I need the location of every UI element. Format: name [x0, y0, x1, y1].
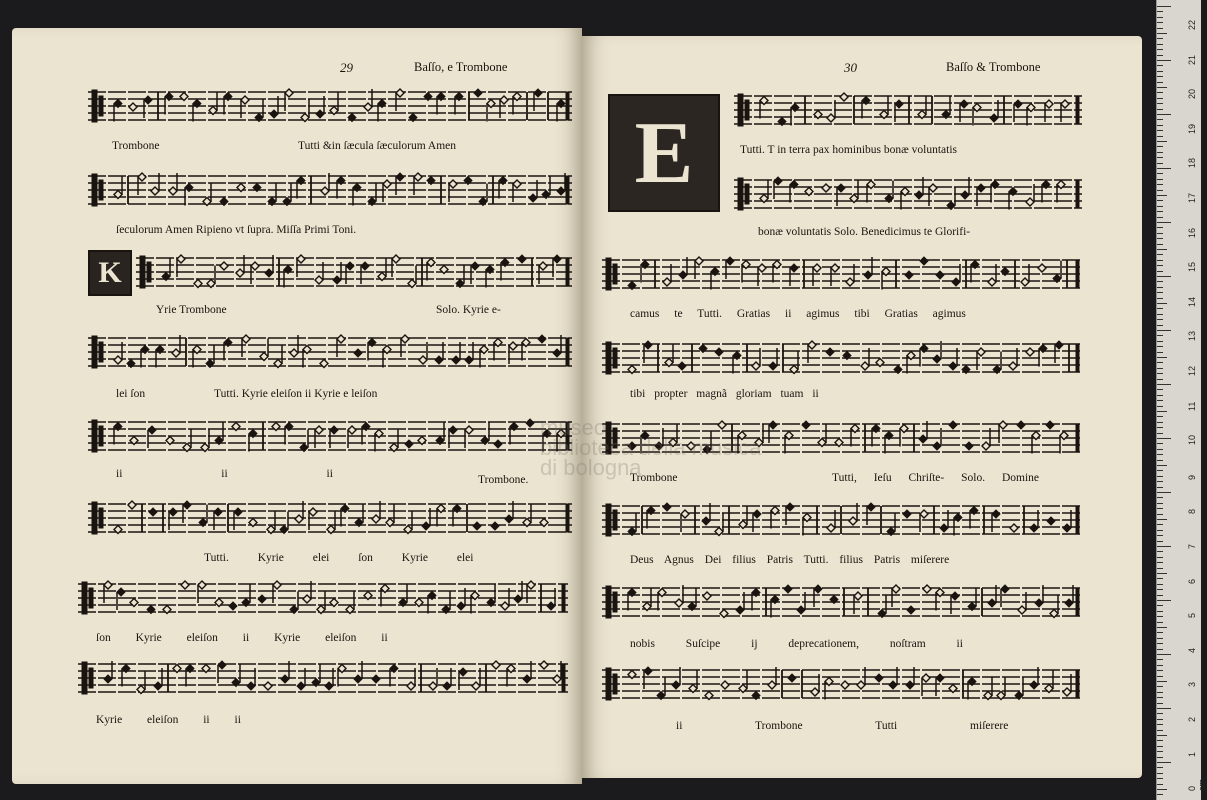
- initial-letter-e: E: [608, 94, 720, 212]
- lyric-right-1: Tutti. T in terra pax hominibus bonæ voluntatis: [740, 144, 958, 156]
- ruler-tick: [1157, 281, 1163, 282]
- ruler-tick: [1157, 55, 1163, 56]
- ruler-tick: [1157, 789, 1167, 790]
- ruler-tick: [1157, 541, 1163, 542]
- ruler-tick: [1157, 670, 1163, 671]
- ruler-tick: [1157, 497, 1163, 498]
- ruler-tick: [1157, 17, 1163, 18]
- ruler-label: 20: [1187, 89, 1197, 100]
- ruler-tick: [1157, 352, 1163, 353]
- ruler-tick: [1157, 697, 1163, 698]
- staff-left-7: [78, 576, 568, 624]
- lyric-left-2: ſeculorum Amen Ripieno vt ſupra. Miſſa Primi Toni.: [116, 224, 357, 236]
- ruler-tick: [1157, 98, 1163, 99]
- staff-left-2: [88, 168, 572, 216]
- ruler-tick: [1157, 200, 1163, 201]
- ruler-tick: [1157, 433, 1163, 434]
- ruler-label: 19: [1187, 123, 1197, 134]
- ruler-tick: [1157, 605, 1163, 606]
- ruler-tick: [1157, 514, 1163, 515]
- ruler-tick: [1157, 357, 1167, 358]
- staff-right-6: [602, 498, 1082, 546]
- lyric-left-6: Tutti. Kyrie elei ſon Kyrie elei: [204, 552, 474, 564]
- ruler-label: 9: [1187, 474, 1197, 480]
- ruler-label: 0 cm: [1187, 779, 1207, 792]
- ruler-tick: [1157, 276, 1171, 277]
- staff-left-3: [136, 250, 572, 298]
- ruler-label: 15: [1187, 262, 1197, 273]
- ruler-tick: [1157, 384, 1171, 385]
- ruler-tick: [1157, 119, 1163, 120]
- staff-right-2: [734, 172, 1082, 220]
- ruler-tick: [1157, 146, 1163, 147]
- ruler-tick: [1157, 465, 1167, 466]
- ruler-tick: [1157, 65, 1163, 66]
- ruler-label: 14: [1187, 296, 1197, 307]
- ruler-tick: [1157, 330, 1171, 331]
- ruler-tick: [1157, 492, 1171, 493]
- ruler-tick: [1157, 346, 1163, 347]
- staff-right-3: [602, 252, 1082, 300]
- ruler-tick: [1157, 298, 1163, 299]
- ruler-tick: [1157, 163, 1163, 164]
- ruler-tick: [1157, 578, 1163, 579]
- ruler-tick: [1157, 557, 1163, 558]
- ruler-tick: [1157, 481, 1163, 482]
- ruler-tick: [1157, 38, 1163, 39]
- lyric-left-1b: Tutti &in ſæcula ſæculorum Amen: [298, 140, 457, 152]
- ruler-tick: [1157, 443, 1163, 444]
- ruler-tick: [1157, 287, 1163, 288]
- ruler-tick: [1157, 562, 1163, 563]
- ruler-tick: [1157, 692, 1163, 693]
- ruler-label: 12: [1187, 365, 1197, 376]
- ruler-tick: [1157, 238, 1163, 239]
- ruler-tick: [1157, 222, 1171, 223]
- ruler-label: 13: [1187, 331, 1197, 342]
- ruler-tick: [1157, 168, 1171, 169]
- lyric-right-2: bonæ voluntatis Solo. Benedicimus te Glorifi-: [758, 226, 971, 238]
- lyric-left-7: ſon Kyrie eleiſon ii Kyrie eleiſon ii: [96, 632, 388, 644]
- ruler-tick: [1157, 379, 1163, 380]
- ruler-tick: [1157, 503, 1163, 504]
- ruler-tick: [1157, 422, 1163, 423]
- ruler-label: 5: [1187, 613, 1197, 619]
- ruler-tick: [1157, 411, 1167, 412]
- ruler-label: 21: [1187, 54, 1197, 65]
- ruler-label: 6: [1187, 578, 1197, 584]
- ruler-tick: [1157, 227, 1163, 228]
- ruler-tick: [1157, 600, 1171, 601]
- ruler-tick: [1157, 157, 1163, 158]
- ruler-tick: [1157, 190, 1163, 191]
- ruler-label: 11: [1187, 401, 1197, 411]
- lyric-right-7: nobis Suſcipe ij deprecationem, noſtram ii: [630, 638, 963, 650]
- ruler-tick: [1157, 649, 1163, 650]
- ruler-tick: [1157, 686, 1163, 687]
- ruler-label: 10: [1187, 435, 1197, 446]
- ruler-tick: [1157, 265, 1163, 266]
- lyric-left-8: Kyrie eleiſon ii ii: [96, 714, 241, 726]
- ruler-tick: [1157, 103, 1163, 104]
- ruler-tick: [1157, 611, 1163, 612]
- ruler-tick: [1157, 319, 1163, 320]
- ruler-tick: [1157, 757, 1163, 758]
- ruler-label: 7: [1187, 543, 1197, 549]
- watermark-line: di bologna: [540, 455, 642, 480]
- ruler-tick: [1157, 114, 1171, 115]
- ruler-tick: [1157, 470, 1163, 471]
- ruler-tick: [1157, 719, 1163, 720]
- ruler-tick: [1157, 173, 1163, 174]
- lyric-right-3: camus te Tutti. Gratias ii agimus tibi Gratias agimus: [630, 308, 966, 320]
- ruler-tick: [1157, 713, 1163, 714]
- ruler-tick: [1157, 206, 1163, 207]
- ruler-tick: [1157, 368, 1163, 369]
- right-page-number: 30: [844, 60, 857, 75]
- lyric-right-5a: Trombone: [630, 472, 678, 484]
- ruler-tick: [1157, 681, 1167, 682]
- ruler-tick: [1157, 535, 1163, 536]
- ruler-tick: [1157, 341, 1163, 342]
- ruler-tick: [1157, 794, 1163, 795]
- lyric-left-3a: Yrie Trombone: [156, 304, 227, 316]
- library-watermark: [540, 415, 762, 480]
- ruler-tick: [1157, 71, 1163, 72]
- staff-left-6: [88, 496, 572, 544]
- measurement-ruler: [1156, 0, 1207, 800]
- ruler-tick: [1157, 416, 1163, 417]
- left-running-title: Baſſo, e Trombone: [414, 60, 508, 74]
- ruler-tick: [1157, 724, 1163, 725]
- ruler-tick: [1157, 573, 1167, 574]
- ruler-tick: [1157, 195, 1167, 196]
- ruler-tick: [1157, 44, 1163, 45]
- ruler-tick: [1157, 76, 1163, 77]
- ruler-tick: [1157, 406, 1163, 407]
- ruler-tick: [1157, 292, 1163, 293]
- ruler-tick: [1157, 362, 1163, 363]
- lyric-left-5a: ii ii ii: [116, 468, 333, 480]
- ruler-tick: [1157, 184, 1163, 185]
- ruler-tick: [1157, 325, 1163, 326]
- ruler-tick: [1157, 551, 1163, 552]
- ruler-tick: [1157, 773, 1163, 774]
- ruler-tick: [1157, 546, 1171, 547]
- ruler-label: 17: [1187, 192, 1197, 203]
- lyric-left-3b: Solo. Kyrie e-: [436, 304, 501, 316]
- ruler-tick: [1157, 584, 1163, 585]
- ruler-tick: [1157, 22, 1163, 23]
- left-page: [12, 28, 582, 784]
- ruler-tick: [1157, 438, 1171, 439]
- ruler-tick: [1157, 767, 1163, 768]
- lyric-left-4b: Tutti. Kyrie eleiſon ii Kyrie e leiſon: [214, 388, 378, 400]
- lyric-right-6: Deus Agnus Dei filius Patris Tutti. filius Patris miſerere: [630, 554, 950, 566]
- ruler-label: 22: [1187, 19, 1197, 30]
- ruler-tick: [1157, 449, 1163, 450]
- ruler-label: 2: [1187, 716, 1197, 722]
- ruler-tick: [1157, 589, 1163, 590]
- staff-left-8: [78, 656, 568, 704]
- staff-right-7: [602, 580, 1082, 628]
- ruler-tick: [1157, 400, 1163, 401]
- left-page-number: 29: [340, 60, 353, 75]
- ruler-tick: [1157, 6, 1171, 7]
- ruler-tick: [1157, 762, 1171, 763]
- ruler-tick: [1157, 314, 1163, 315]
- ruler-tick: [1157, 28, 1163, 29]
- ruler-tick: [1157, 638, 1163, 639]
- ruler-tick: [1157, 179, 1163, 180]
- ruler-tick: [1157, 654, 1171, 655]
- ruler-tick: [1157, 627, 1167, 628]
- ruler-tick: [1157, 595, 1163, 596]
- right-running-title: Baſſo & Trombone: [946, 60, 1041, 74]
- ruler-tick: [1157, 152, 1163, 153]
- ruler-tick: [1157, 335, 1163, 336]
- ruler-tick: [1157, 373, 1163, 374]
- ruler-tick: [1157, 244, 1163, 245]
- staff-right-8: [602, 662, 1082, 710]
- ruler-tick: [1157, 308, 1163, 309]
- ruler-tick: [1157, 508, 1163, 509]
- ruler-tick: [1157, 746, 1163, 747]
- ruler-tick: [1157, 530, 1163, 531]
- ruler-tick: [1157, 233, 1163, 234]
- ruler-tick: [1157, 109, 1163, 110]
- ruler-tick: [1157, 665, 1163, 666]
- ruler-tick: [1157, 616, 1163, 617]
- ruler-tick: [1157, 11, 1163, 12]
- lyric-left-5b: Trombone.: [478, 474, 529, 486]
- lyric-right-8: ii Trombone Tutti miſerere: [676, 720, 1009, 732]
- lyric-right-5b: Tutti, Ieſu Chriſte- Solo. Domine: [832, 472, 1039, 484]
- ruler-tick: [1157, 708, 1171, 709]
- watermark-line: museo: [540, 415, 607, 440]
- ruler-tick: [1157, 395, 1163, 396]
- ruler-tick: [1157, 524, 1163, 525]
- ruler-tick: [1157, 141, 1167, 142]
- ruler-label: 1: [1187, 751, 1197, 757]
- ruler-tick: [1157, 622, 1163, 623]
- staff-left-1: [88, 84, 572, 132]
- initial-letter-k: K: [88, 250, 132, 296]
- ruler-tick: [1157, 730, 1163, 731]
- staff-left-5: [88, 414, 572, 462]
- watermark-line: biblioteca della musica: [540, 435, 762, 460]
- lyric-right-4: tibi propter magnã gloriam tuam ii: [630, 388, 819, 400]
- ruler-tick: [1157, 125, 1163, 126]
- ruler-tick: [1157, 519, 1167, 520]
- staff-right-1: [734, 88, 1082, 136]
- ruler-tick: [1157, 460, 1163, 461]
- ruler-label: 8: [1187, 509, 1197, 515]
- ruler-label: 4: [1187, 647, 1197, 653]
- ruler-tick: [1157, 211, 1163, 212]
- ruler-tick: [1157, 784, 1163, 785]
- ruler-tick: [1157, 735, 1167, 736]
- ruler-tick: [1157, 271, 1163, 272]
- ruler-tick: [1157, 740, 1163, 741]
- ruler-tick: [1157, 643, 1163, 644]
- ruler-tick: [1157, 217, 1163, 218]
- lyric-left-4a: lei ſon: [116, 388, 146, 400]
- ruler-tick: [1157, 676, 1163, 677]
- ruler-tick: [1157, 33, 1167, 34]
- ruler-tick: [1157, 60, 1171, 61]
- ruler-tick: [1157, 136, 1163, 137]
- ruler-tick: [1157, 454, 1163, 455]
- ruler-tick: [1157, 778, 1163, 779]
- ruler-tick: [1157, 254, 1163, 255]
- ruler-tick: [1157, 260, 1163, 261]
- ruler-tick: [1157, 249, 1167, 250]
- ruler-tick: [1157, 487, 1163, 488]
- ruler-tick: [1157, 568, 1163, 569]
- ruler-tick: [1157, 476, 1163, 477]
- ruler-tick: [1157, 427, 1163, 428]
- lyric-left-1a: Trombone: [112, 140, 160, 152]
- ruler-tick: [1157, 632, 1163, 633]
- staff-left-4: [88, 330, 572, 378]
- ruler-tick: [1157, 130, 1163, 131]
- ruler-label: 18: [1187, 158, 1197, 169]
- ruler-tick: [1157, 87, 1167, 88]
- right-page: [582, 36, 1142, 778]
- ruler-tick: [1157, 92, 1163, 93]
- staff-right-4: [602, 336, 1082, 384]
- ruler-tick: [1157, 49, 1163, 50]
- ruler-label: 3: [1187, 682, 1197, 688]
- ruler-tick: [1157, 389, 1163, 390]
- ruler-tick: [1157, 303, 1167, 304]
- ruler-tick: [1157, 82, 1163, 83]
- ruler-label: 16: [1187, 227, 1197, 238]
- ruler-tick: [1157, 703, 1163, 704]
- ruler-tick: [1157, 751, 1163, 752]
- ruler-tick: [1157, 659, 1163, 660]
